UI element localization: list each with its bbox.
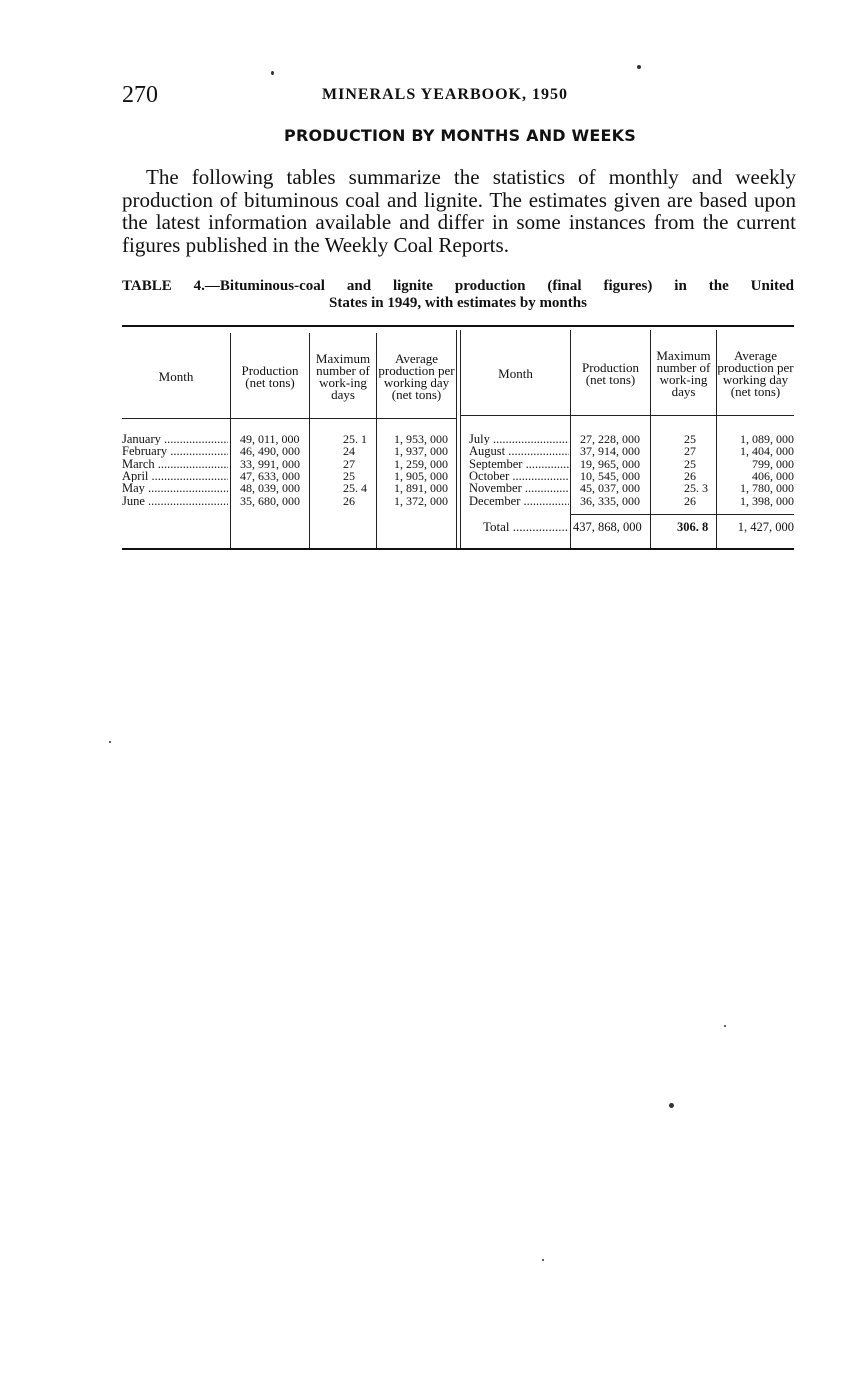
total-avg-production: 1, 427, 000 [737, 520, 794, 534]
month-cell: April ..... [122, 470, 228, 482]
table-caption [122, 278, 794, 312]
header-production: Production (net tons) [581, 360, 640, 387]
production-cell: 36, 335, 000 [580, 493, 640, 508]
max-days-cell: 25 [684, 432, 696, 446]
month-cell: December ..... [469, 495, 569, 507]
scan-speck [271, 71, 274, 75]
production-cell: 33, 991, 000 [240, 456, 300, 471]
production-cell: 48, 039, 000 [240, 481, 300, 496]
max-days-cell: 27 [684, 444, 696, 459]
avg-production-cell: 1, 953, 000 [394, 432, 448, 446]
production-cell: 46, 490, 000 [240, 444, 300, 459]
month-cell: September ..... [469, 458, 569, 470]
max-days-cell: 26 [684, 468, 696, 483]
header-max-days: Maximum number of work-ing days [656, 348, 711, 399]
month-cell: May ..... [122, 482, 228, 494]
header-production: Production (net tons) [241, 363, 299, 390]
avg-production-cell: 1, 089, 000 [740, 432, 794, 446]
avg-production-cell: 1, 780, 000 [740, 481, 794, 496]
total-label: Total ..... [483, 521, 569, 533]
table-top-rule [122, 325, 794, 327]
production-cell: 37, 914, 000 [580, 444, 640, 459]
table-bottom-rule [122, 548, 794, 550]
production-cell: 45, 037, 000 [580, 481, 640, 496]
scan-speck [669, 1103, 674, 1108]
total-production: 437, 868, 000 [573, 520, 642, 534]
month-cell: October ..... [469, 470, 569, 482]
avg-production-cell: 799, 000 [752, 456, 794, 471]
total-rule [571, 514, 794, 515]
production-cell: 49, 011, 000 [240, 432, 300, 446]
avg-production-cell: 1, 937, 000 [394, 444, 448, 459]
avg-production-cell: 1, 398, 000 [740, 493, 794, 508]
running-head: MINERALS YEARBOOK, 1950 [322, 86, 568, 103]
scan-speck [542, 1259, 544, 1261]
production-cell: 27, 228, 000 [580, 432, 640, 446]
table-caption-line-1: TABLE 4.—Bituminous-coal and lignite production (final figures) in the United [122, 278, 794, 294]
header-avg-production: Average production per working day (net tons) [378, 351, 455, 402]
header-max-days: Maximum number of work-ing days [315, 351, 371, 402]
month-cell: June ..... [122, 495, 228, 507]
production-cell: 35, 680, 000 [240, 493, 300, 508]
month-cell: July ..... [469, 433, 569, 445]
max-days-cell: 25 [343, 468, 355, 483]
avg-production-cell: 1, 905, 000 [394, 468, 448, 483]
avg-production-cell: 1, 891, 000 [394, 481, 448, 496]
scan-speck [724, 1025, 726, 1027]
production-cell: 47, 633, 000 [240, 468, 300, 483]
right-header-rule [461, 415, 794, 416]
month-cell: January ..... [122, 433, 228, 445]
max-days-cell: 27 [343, 456, 355, 471]
max-days-cell: 25 [684, 456, 696, 471]
header-avg-production: Average production per working day (net tons) [717, 348, 794, 399]
max-days-cell: 25. 4 [343, 481, 367, 496]
month-cell: August ..... [469, 445, 569, 457]
max-days-cell: 26 [343, 493, 355, 508]
max-days-cell: 24 [343, 444, 355, 459]
avg-production-cell: 1, 372, 000 [394, 493, 448, 508]
double-divider [456, 330, 457, 548]
avg-production-cell: 406, 000 [752, 468, 794, 483]
table-caption-line-2: States in 1949, with estimates by months [329, 295, 587, 311]
production-cell: 19, 965, 000 [580, 456, 640, 471]
left-header-rule [122, 418, 457, 419]
avg-production-cell: 1, 259, 000 [394, 456, 448, 471]
month-cell: November ..... [469, 482, 569, 494]
header-month: Month [498, 366, 533, 381]
intro-paragraph: The following tables summarize the statistics of monthly and weekly production of bituminous coal and lignite. The estimates given are based upon the latest information available and differ in some instances from the current figures published in the Weekly Coal Reports. [122, 165, 796, 257]
header-month: Month [158, 369, 194, 384]
avg-production-cell: 1, 404, 000 [740, 444, 794, 459]
max-days-cell: 25. 3 [684, 481, 708, 496]
month-cell: March ..... [122, 458, 228, 470]
month-cell: February ..... [122, 445, 228, 457]
max-days-cell: 25. 1 [343, 432, 367, 446]
max-days-cell: 26 [684, 493, 696, 508]
scan-speck [637, 65, 641, 69]
page-number: 270 [122, 82, 158, 108]
section-heading: PRODUCTION BY MONTHS AND WEEKS [284, 126, 636, 145]
total-max-days: 306. 8 [677, 520, 709, 534]
scan-speck [109, 741, 111, 743]
production-cell: 10, 545, 000 [580, 468, 640, 483]
